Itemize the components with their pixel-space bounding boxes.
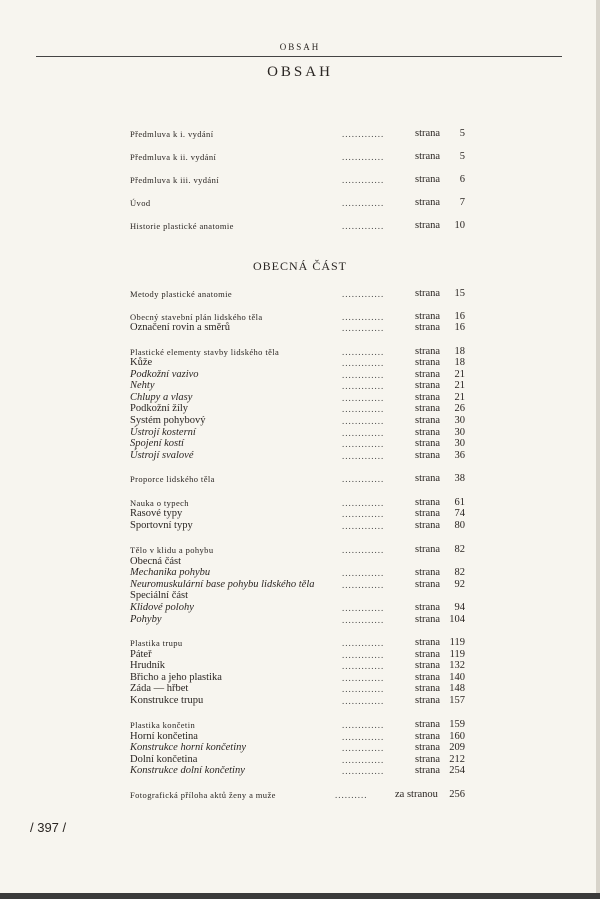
toc-entry [130,473,465,485]
toc-strana-label: strana [415,369,441,380]
toc-entry [130,742,465,754]
toc-entry-label: Břicho a jeho plastika [130,672,222,683]
toc-page-number: 157 [449,695,465,706]
toc-strana-label: strana [415,672,441,683]
toc-entry [130,567,465,579]
toc-entry-label: Hrudník [130,660,165,671]
toc-leader-dots: ............. [342,568,385,578]
toc-page-number: 140 [449,672,465,683]
toc-strana-label: strana [415,392,441,403]
toc-entry [130,220,465,232]
toc-strana-label: strana [415,346,441,357]
toc-leader-dots: ............. [342,393,385,403]
toc-strana-label: strana [415,637,441,648]
toc-entry [130,322,465,334]
toc-page-number: 16 [454,311,465,322]
toc-entry-label: Metody plastické anatomie [130,289,233,299]
toc-entry-label: Systém pohybový [130,415,206,426]
toc-page-number: 38 [454,473,465,484]
toc-page-number: 119 [449,649,465,660]
toc-strana-label: strana [415,151,441,162]
toc-entry-label: Podkožní žíly [130,403,189,414]
toc-leader-dots: ............. [342,323,385,333]
toc-entry-label: Spojení kostí [130,438,184,449]
toc-entry-label: Konstrukce trupu [130,695,204,706]
toc-entry-label: Označení rovin a směrů [130,322,231,333]
toc-strana-label: strana [415,380,441,391]
toc-leader-dots: ............. [342,312,385,322]
toc-leader-dots: ............. [342,439,385,449]
toc-leader-dots: ............. [342,221,385,231]
toc-entry [130,415,465,427]
toc-entry [130,128,465,140]
toc-page-number: 21 [454,380,465,391]
toc-strana-label: strana [415,174,441,185]
toc-entry-label: Ústrojí kosterní [130,427,196,438]
toc-page-number: 10 [454,220,465,231]
toc-leader-dots: ............. [342,152,385,162]
toc-entry [130,544,465,556]
toc-strana-label: strana [415,311,441,322]
toc-strana-label: strana [415,719,441,730]
toc-leader-dots: ............. [342,474,385,484]
toc-leader-dots: ............. [342,404,385,414]
toc-strana-label: strana [415,197,441,208]
toc-page-number: 92 [454,579,465,590]
toc-page-number: 82 [454,544,465,555]
toc-leader-dots: ............. [342,615,385,625]
toc-leader-dots: .......... [335,790,368,800]
toc-leader-dots: ............. [342,509,385,519]
toc-entry [130,789,465,801]
toc-strana-label: strana [415,508,441,519]
toc-entry-label: Klidové polohy [130,602,194,613]
toc-entry-label: Úvod [130,198,151,208]
toc-leader-dots: ............. [342,347,385,357]
toc-page-number: 159 [449,719,465,730]
toc-strana-label: strana [415,683,441,694]
toc-entry [130,151,465,163]
toc-entry [130,403,465,415]
toc-strana-label: strana [415,438,441,449]
toc-entry [130,765,465,777]
toc-strana-label: strana [415,567,441,578]
toc-entry-label: Obecný stavební plán lidského těla [130,312,263,322]
toc-page-number: 61 [454,497,465,508]
toc-strana-label: strana [415,497,441,508]
toc-entry-label: Plastika končetin [130,720,196,730]
toc-strana-label: strana [415,520,441,531]
toc-entry [130,508,465,520]
toc-strana-label: strana [415,660,441,671]
toc-entry-label: Předmluva k i. vydání [130,129,214,139]
toc-leader-dots: ............. [342,766,385,776]
toc-leader-dots: ............. [342,603,385,613]
toc-entry-label: Předmluva k ii. vydání [130,152,217,162]
toc-leader-dots: ............. [342,289,385,299]
toc-page-number: 5 [459,128,465,139]
toc-leader-dots: ............. [342,521,385,531]
toc-strana-label: strana [415,579,441,590]
toc-entry [130,695,465,707]
toc-leader-dots: ............. [342,370,385,380]
toc-page-number: 30 [454,438,465,449]
toc-leader-dots: ............. [342,198,385,208]
toc-entry-label: Předmluva k iii. vydání [130,175,219,185]
toc-entry-label: Ústrojí svalové [130,450,194,461]
toc-page-number: 82 [454,567,465,578]
section-heading: OBECNÁ ČÁST [252,259,347,273]
toc-leader-dots: ............. [342,755,385,765]
page-edge [596,0,600,899]
toc-entry-label: Dolní končetina [130,754,198,765]
toc-page-number: 21 [454,392,465,403]
toc-page-number: 80 [454,520,465,531]
toc-strana-label: strana [415,754,441,765]
toc-strana-label: strana [415,544,441,555]
toc-page-number: 209 [449,742,465,753]
toc-strana-label: strana [415,288,441,299]
toc-leader-dots: ............. [342,451,385,461]
toc-entry-label: Historie plastické anatomie [130,221,234,231]
toc-entry [130,438,465,450]
toc-entry [130,614,465,626]
page-title: OBSAH [267,64,333,80]
toc-entry-label: Horní končetina [130,731,198,742]
toc-leader-dots: ............. [342,381,385,391]
toc-entry-label: Sportovní typy [130,520,193,531]
toc-entry [130,450,465,462]
toc-entry [130,637,465,649]
toc-leader-dots: ............. [342,650,385,660]
toc-entry [130,520,465,532]
toc-page-number: 119 [449,637,465,648]
toc-entry-label: Konstrukce dolní končetiny [130,765,245,776]
toc-page-number: 148 [449,683,465,694]
toc-page-number: 7 [459,197,465,208]
toc-strana-label: strana [415,602,441,613]
toc-entry-label: Podkožní vazivo [130,369,199,380]
toc-entry-label: Konstrukce horní končetiny [130,742,247,753]
toc-page-number: 16 [454,322,465,333]
toc-page-number: 94 [454,602,465,613]
toc-page-number: 256 [449,789,465,800]
header-rule [36,56,562,57]
toc-entry-label: Tělo v klidu a pohybu [130,545,214,555]
toc-entry-label: Kůže [130,357,153,368]
toc-strana-label: strana [415,128,441,139]
toc-page-number: 36 [454,450,465,461]
toc-leader-dots: ............. [342,673,385,683]
toc-strana-label: strana [415,220,441,231]
toc-leader-dots: ............. [342,416,385,426]
toc-leader-dots: ............. [342,732,385,742]
toc-entry-label: Rasové typy [130,508,183,519]
toc-strana-label: strana [415,742,441,753]
toc-entry-label: Páteř [130,649,152,660]
toc-leader-dots: ............. [342,580,385,590]
toc-page-number: 6 [459,174,465,185]
toc-entry-label: Proporce lidského těla [130,474,215,484]
toc-page-number: 18 [454,346,465,357]
toc-entry-label: Nauka o typech [130,498,189,508]
toc-leader-dots: ............. [342,428,385,438]
toc-entry-label: Mechanika pohybu [130,567,211,578]
toc-page-number: 15 [454,288,465,299]
toc-page-number: 18 [454,357,465,368]
toc-entry-label: Pohyby [130,614,162,625]
toc-entry [130,602,465,614]
toc-strana-label: strana [415,322,441,333]
page-number: / 397 / [30,820,67,835]
toc-leader-dots: ............. [342,661,385,671]
toc-page-number: 74 [454,508,465,519]
toc-page-number: 132 [449,660,465,671]
toc-strana-label: strana [415,357,441,368]
toc-leader-dots: ............. [342,684,385,694]
toc-entry [130,683,465,695]
toc-entry [130,719,465,731]
toc-leader-dots: ............. [342,498,385,508]
toc-leader-dots: ............. [342,129,385,139]
toc-leader-dots: ............. [342,720,385,730]
toc-entry-label: Neuromuskulární base pohybu lidského těla [130,579,315,590]
toc-leader-dots: ............. [342,638,385,648]
toc-strana-label: strana [415,695,441,706]
toc-strana-label: strana [415,403,441,414]
toc-page-number: 5 [459,151,465,162]
toc-page-number: 21 [454,369,465,380]
bottom-border [0,893,600,899]
toc-entry-label: Chlupy a vlasy [130,392,193,403]
toc-page-number: 212 [449,754,465,765]
toc-entry-label: Obecná část [130,556,182,567]
toc-leader-dots: ............. [342,358,385,368]
toc-entry [130,660,465,672]
toc-leader-dots: ............. [342,696,385,706]
toc-page-number: 254 [449,765,465,776]
toc-strana-label: strana [415,473,441,484]
toc-strana-label: strana [415,427,441,438]
toc-strana-label: strana [415,450,441,461]
toc-entry-label: Speciální část [130,590,189,601]
toc-entry [130,357,465,369]
running-head: OBSAH [279,42,321,52]
toc-entry [130,288,465,300]
toc-entry [130,197,465,209]
toc-leader-dots: ............. [342,175,385,185]
toc-entry-label: Plastické elementy stavby lidského těla [130,347,280,357]
toc-entry-label: Fotografická příloha aktů ženy a muže [130,790,276,800]
toc-page-number: 30 [454,427,465,438]
toc-entry-label: Plastika trupu [130,638,183,648]
toc-strana-label: strana [415,614,441,625]
toc-page-number: 26 [454,403,465,414]
toc-leader-dots: ............. [342,545,385,555]
toc-entry-label: Nehty [130,380,155,391]
toc-strana-label: strana [415,731,441,742]
toc-entry [130,174,465,186]
toc-page-number: 30 [454,415,465,426]
toc-entry [130,380,465,392]
toc-strana-label: strana [415,765,441,776]
toc-page-number: 160 [449,731,465,742]
toc-strana-label: strana [415,649,441,660]
toc-entry [130,590,465,602]
toc-page-number: 104 [449,614,465,625]
toc-strana-label: za stranou [395,789,438,800]
toc-entry-label: Záda — hřbet [130,683,189,694]
toc-leader-dots: ............. [342,743,385,753]
toc-strana-label: strana [415,415,441,426]
